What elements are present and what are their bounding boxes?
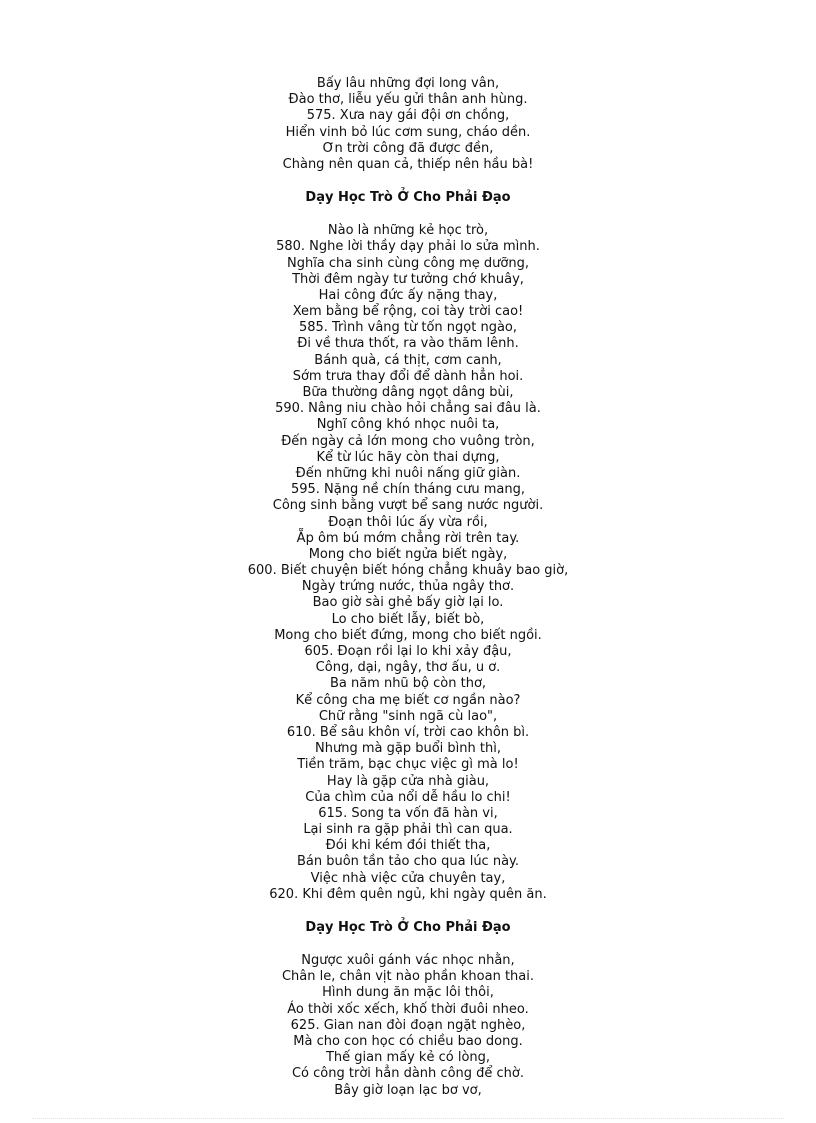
verse-line: Bây giờ loạn lạc bơ vơ, (334, 1082, 482, 1098)
verse-line: Ba năm nhũ bộ còn thơ, (329, 676, 487, 692)
verse-line: 615. Song ta vốn đã hàn vi, (318, 805, 498, 821)
verse-line: 580. Nghe lời thầy dạy phải lo sửa mình. (276, 239, 540, 255)
verse-line: Thế gian mấy kẻ có lòng, (325, 1050, 491, 1066)
verse-line: Mà cho con học có chiều bao dong. (293, 1033, 523, 1049)
verse-line: Đói khi kém đói thiết tha, (325, 838, 491, 854)
verse-line: Đến những khi nuôi nấng giữ giàn. (295, 465, 521, 481)
section-heading: Dạy Học Trò Ở Cho Phải Đạo (305, 190, 511, 206)
verse-line: 610. Bể sâu khôn ví, trời cao khôn bì. (286, 724, 530, 740)
verse-line: 585. Trình vâng từ tốn ngọt ngào, (298, 320, 518, 336)
verse-line: Kể công cha mẹ biết cơ ngần nào? (295, 692, 521, 708)
verse-line: Nghĩ công khó nhọc nuôi ta, (316, 417, 500, 433)
verse-line: Lại sinh ra gặp phải thì can qua. (303, 822, 513, 838)
verse-line: Bán buôn tần tảo cho qua lúc này. (296, 854, 520, 870)
verse-line: Ẵp ôm bú mớm chẳng rời trên tay. (296, 530, 520, 546)
verse-line: Ngược xuôi gánh vác nhọc nhằn, (301, 953, 515, 968)
verse-line: Đào thơ, liễu yếu gửi thân anh hùng. (288, 92, 528, 108)
verse-line: Bánh quà, cá thịt, cơm canh, (314, 352, 502, 368)
verse-line: Hai công đức ấy nặng thay, (318, 287, 498, 303)
stanza-3 (0, 953, 816, 1099)
verse-line: Mong cho biết ngửa biết ngày, (308, 546, 508, 562)
stanza-2 (0, 223, 816, 903)
verse-line: Chàng nên quan cả, thiếp nên hầu bà! (282, 156, 534, 172)
verse-line: Chữ rằng "sinh ngã cù lao", (318, 708, 498, 724)
verse-line: 590. Nâng niu chào hỏi chẳng sai đâu là. (275, 401, 541, 417)
verse-line: Sớm trưa thay đổi để dành hẳn hoi. (292, 368, 524, 384)
verse-line: Chân le, chân vịt nào phần khoan thai. (281, 969, 534, 985)
verse-line: Nào là những kẻ học trò, (327, 223, 489, 239)
verse-line: Áo thời xốc xếch, khố thời đuôi nheo. (287, 1001, 529, 1017)
verse-line: Kể từ lúc hãy còn thai dựng, (316, 449, 500, 465)
verse-line: Lo cho biết lẫy, biết bò, (331, 611, 485, 627)
verse-line: Nghĩa cha sinh cùng công mẹ dưỡng, (286, 255, 529, 271)
verse-line: Có công trời hẳn dành công để chờ. (291, 1066, 524, 1082)
verse-line: Bao giờ sài ghẻ bấy giờ lại lo. (312, 595, 504, 611)
verse-line: Của chìm của nổi dễ hầu lo chi! (305, 789, 511, 805)
verse-line: 595. Nặng nề chín tháng cưu mang, (290, 482, 526, 498)
page-bottom-divider (32, 1118, 784, 1119)
verse-line: 620. Khi đêm quên ngủ, khi ngày quên ăn. (269, 886, 547, 902)
verse-line: Công sinh bằng vượt bể sang nước người. (272, 498, 544, 514)
verse-line: Công, dại, ngây, thơ ấu, u ơ. (315, 660, 501, 676)
poem-page (0, 76, 816, 1099)
verse-line: Ngày trứng nước, thủa ngây thơ. (301, 579, 515, 595)
verse-line: 575. Xưa nay gái đội ơn chồng, (306, 108, 510, 124)
stanza-1 (0, 76, 816, 173)
verse-line: Hay là gặp cửa nhà giàu, (326, 773, 490, 789)
verse-line: Xem bằng bể rộng, coi tày trời cao! (292, 304, 524, 320)
verse-line: 625. Gian nan đòi đoạn ngặt nghèo, (290, 1017, 526, 1033)
verse-line: Tiền trăm, bạc chục việc gì mà lo! (297, 757, 519, 773)
verse-line: 600. Biết chuyện biết hóng chẳng khuây bao giờ, (247, 563, 569, 579)
verse-line: Ơn trời công đã được đền, (322, 140, 494, 156)
verse-line: Hiển vinh bỏ lúc cơm sung, cháo dền. (285, 124, 531, 140)
verse-line: Đi về thưa thốt, ra vào thăm lênh. (297, 336, 519, 352)
verse-line: Bấy lâu những đợi long vân, (316, 76, 500, 91)
verse-line: Mong cho biết đứng, mong cho biết ngồi. (274, 627, 542, 643)
verse-line: Đến ngày cả lớn mong cho vuông tròn, (281, 433, 535, 449)
verse-line: Đoạn thôi lúc ấy vừa rồi, (328, 514, 488, 530)
verse-line: Hình dung ăn mặc lôi thôi, (322, 985, 494, 1001)
verse-line: 605. Đoạn rồi lại lo khi xảy đậu, (304, 644, 512, 659)
verse-line: Việc nhà việc cửa chuyên tay, (310, 870, 506, 886)
verse-line: Thời đêm ngày tư tưởng chớ khuây, (292, 271, 524, 287)
section-heading: Dạy Học Trò Ở Cho Phải Đạo (305, 920, 511, 935)
verse-line: Nhưng mà gặp buổi bình thì, (315, 741, 501, 757)
verse-line: Bữa thường dâng ngọt dâng bùi, (302, 385, 514, 400)
